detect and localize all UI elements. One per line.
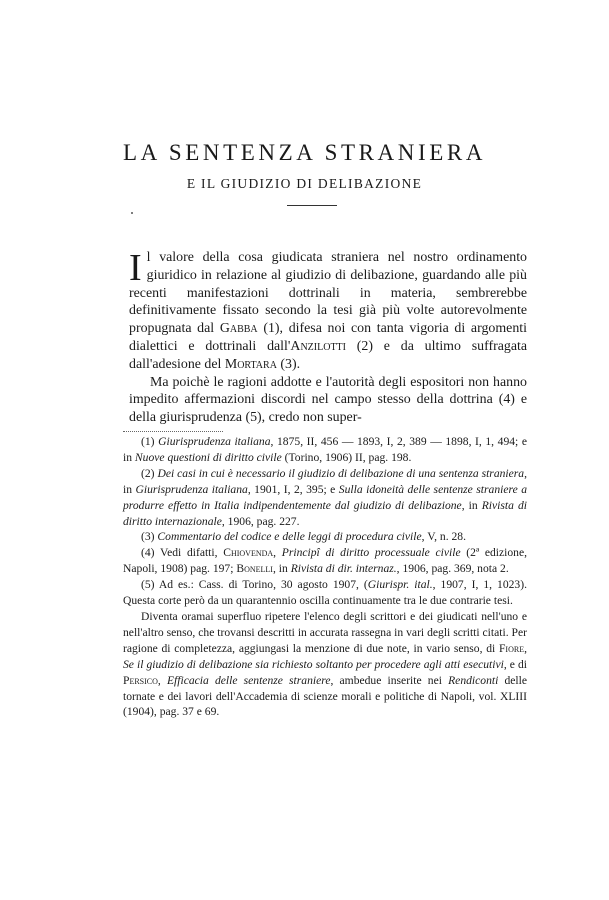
footnote-2: (2) Dei casi in cui è necessario il giudizio di delibazione di una sentenza straniera, in Giurisprudenza italiana, 1901, I, 2, 395; e Sulla idoneità delle sentenze straniere a produrre effetto in Italia indipendentemente dal giudizio di delibazione, in Rivista di diritto internazionale, 1906, pag. 227.: [123, 466, 527, 528]
paper-speck: [131, 212, 133, 214]
footnote-1: (1) Giurisprudenza italiana, 1875, II, 456 — 1893, I, 2, 389 — 1898, I, 1, 494; e in Nuove questioni di diritto civile (Torino, 1906) II, pag. 198.: [123, 435, 527, 464]
page-subtitle: E IL GIUDIZIO DI DELIBAZIONE: [186, 176, 423, 191]
footnote-5: (5) Ad es.: Cass. di Torino, 30 agosto 1907, (Giurispr. ital., 1907, I, 1, 1023). Questa corte però da un quarantennio oscilla continuamente tra le due contrarie tesi.: [123, 578, 527, 608]
main-text: [129, 249, 527, 427]
paragraph-1-text: l valore della cosa giudicata straniera nel nostro ordinamento giuridico in relazione al giudizio di delibazione, guardando alle più recenti manifestazioni dottrinali in materia, sembrerebbe definitivamente fissato secondo la tesi già più volte autorevolmente propugnata dal: [129, 250, 527, 337]
footnotes: [123, 431, 527, 720]
footnote-5-continuation: Diventa oramai superfluo ripetere l'elenco degli scrittori e dei giudicati nell'uno e nell'altro senso, che trovansi descritti in accurata rassegna in vari degli scritti citati. Per ragione di completezza, aggiungasi la menzione di due note, in vario senso, di Fiore, Se il giudizio di delibazione sia richiesto soltanto per procedere agli atti esecutivi, e di Persico, Efficacia delle sentenze straniere, ambedue inserite nei Rendiconti delle tornate e dei lavori dell'Accademia di scienze morali e politiche di Napoli, vol. XLIII (1904), pag. 37 e 69.: [123, 609, 528, 719]
footnote-3: (3) Commentario del codice e delle leggi di procedura civile, V, n. 28.: [141, 530, 466, 544]
paragraph-1-text: (2) e da ultimo suffragata dall'adesione del: [129, 338, 528, 372]
paragraph-2: Ma poichè le ragioni addotte e l'autorità degli espositori non hanno impedito affermazioni discordi nel campo stesso della dottrina (4) e della giurisprudenza (5), credo non super-: [129, 374, 527, 426]
author-anzilotti: Anzilotti: [290, 338, 346, 354]
paragraph-1-text: (1), difesa noi con tanta vigoria di argomenti dialettici e dottrinali dall': [129, 321, 527, 354]
footnote-4: (4) Vedi difatti, Chiovenda, Principî di diritto processuale civile (2ª edizione, Napoli, 1908) pag. 197; Bonelli, in Rivista di dir. internaz., 1906, pag. 369, nota 2.: [123, 546, 528, 576]
drop-cap: I: [129, 247, 142, 289]
title-divider: [287, 205, 337, 206]
author-gabba: Gabba: [219, 321, 258, 337]
footnote-divider: [123, 431, 223, 433]
paragraph-1: [129, 249, 527, 374]
paragraph-1-text: (3).: [276, 356, 301, 372]
page-title: LA SENTENZA STRANIERA: [122, 140, 487, 165]
author-mortara: Mortara: [224, 356, 277, 372]
